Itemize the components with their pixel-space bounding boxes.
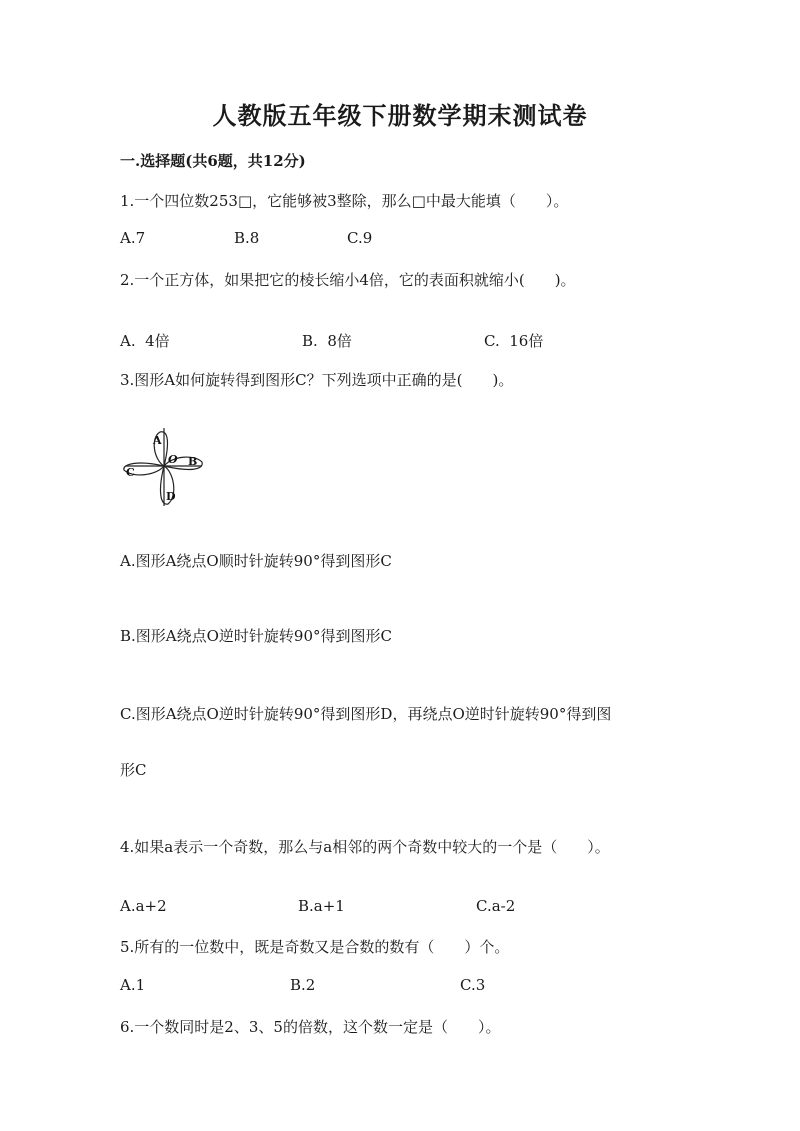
rotation-figure [118,424,210,510]
figure-label-b: B [188,455,198,468]
question-1-option-a: A.7 [120,229,146,247]
question-1-option-c: C.9 [347,229,373,247]
section-heading-choice: 一.选择题(共6题，共12分) [120,152,306,170]
question-3-option-c: C.图形A绕点O逆时针旋转90°得到图形D，再绕点O逆时针旋转90°得到图 [120,705,612,723]
figure-label-a: A [153,434,162,447]
figure-label-c: C [126,466,135,479]
question-2-option-a: A. 4倍 [120,332,170,350]
question-6: 6.一个数同时是2、3、5的倍数，这个数一定是（ ）。 [120,1018,501,1036]
question-2: 2.一个正方体，如果把它的棱长缩小4倍，它的表面积就缩小( )。 [120,271,576,289]
question-4: 4.如果a表示一个奇数，那么与a相邻的两个奇数中较大的一个是（ ）。 [120,838,610,856]
question-3-option-a: A.图形A绕点O顺时针旋转90°得到图形C [120,552,392,570]
question-3-option-c-continued: 形C [120,761,147,779]
question-2-option-c: C. 16倍 [484,332,544,350]
question-4-option-b: B.a+1 [298,897,345,915]
exam-title: 人教版五年级下册数学期末测试卷 [212,101,588,130]
question-5-option-b: B.2 [290,976,316,994]
question-5-option-c: C.3 [460,976,486,994]
figure-label-o: O [168,453,178,466]
question-3: 3.图形A如何旋转得到图形C？下列选项中正确的是( )。 [120,371,514,389]
question-4-option-a: A.a+2 [120,897,167,915]
question-2-option-b: B. 8倍 [302,332,352,350]
figure-label-d: D [166,490,176,503]
question-5: 5.所有的一位数中，既是奇数又是合数的数有（ ）个。 [120,938,510,956]
question-1-option-b: B.8 [234,229,260,247]
question-3-option-b: B.图形A绕点O逆时针旋转90°得到图形C [120,627,392,645]
question-4-option-c: C.a-2 [476,897,516,915]
question-5-option-a: A.1 [120,976,146,994]
question-1: 1.一个四位数253□，它能够被3整除，那么□中最大能填（ ）。 [120,192,569,210]
